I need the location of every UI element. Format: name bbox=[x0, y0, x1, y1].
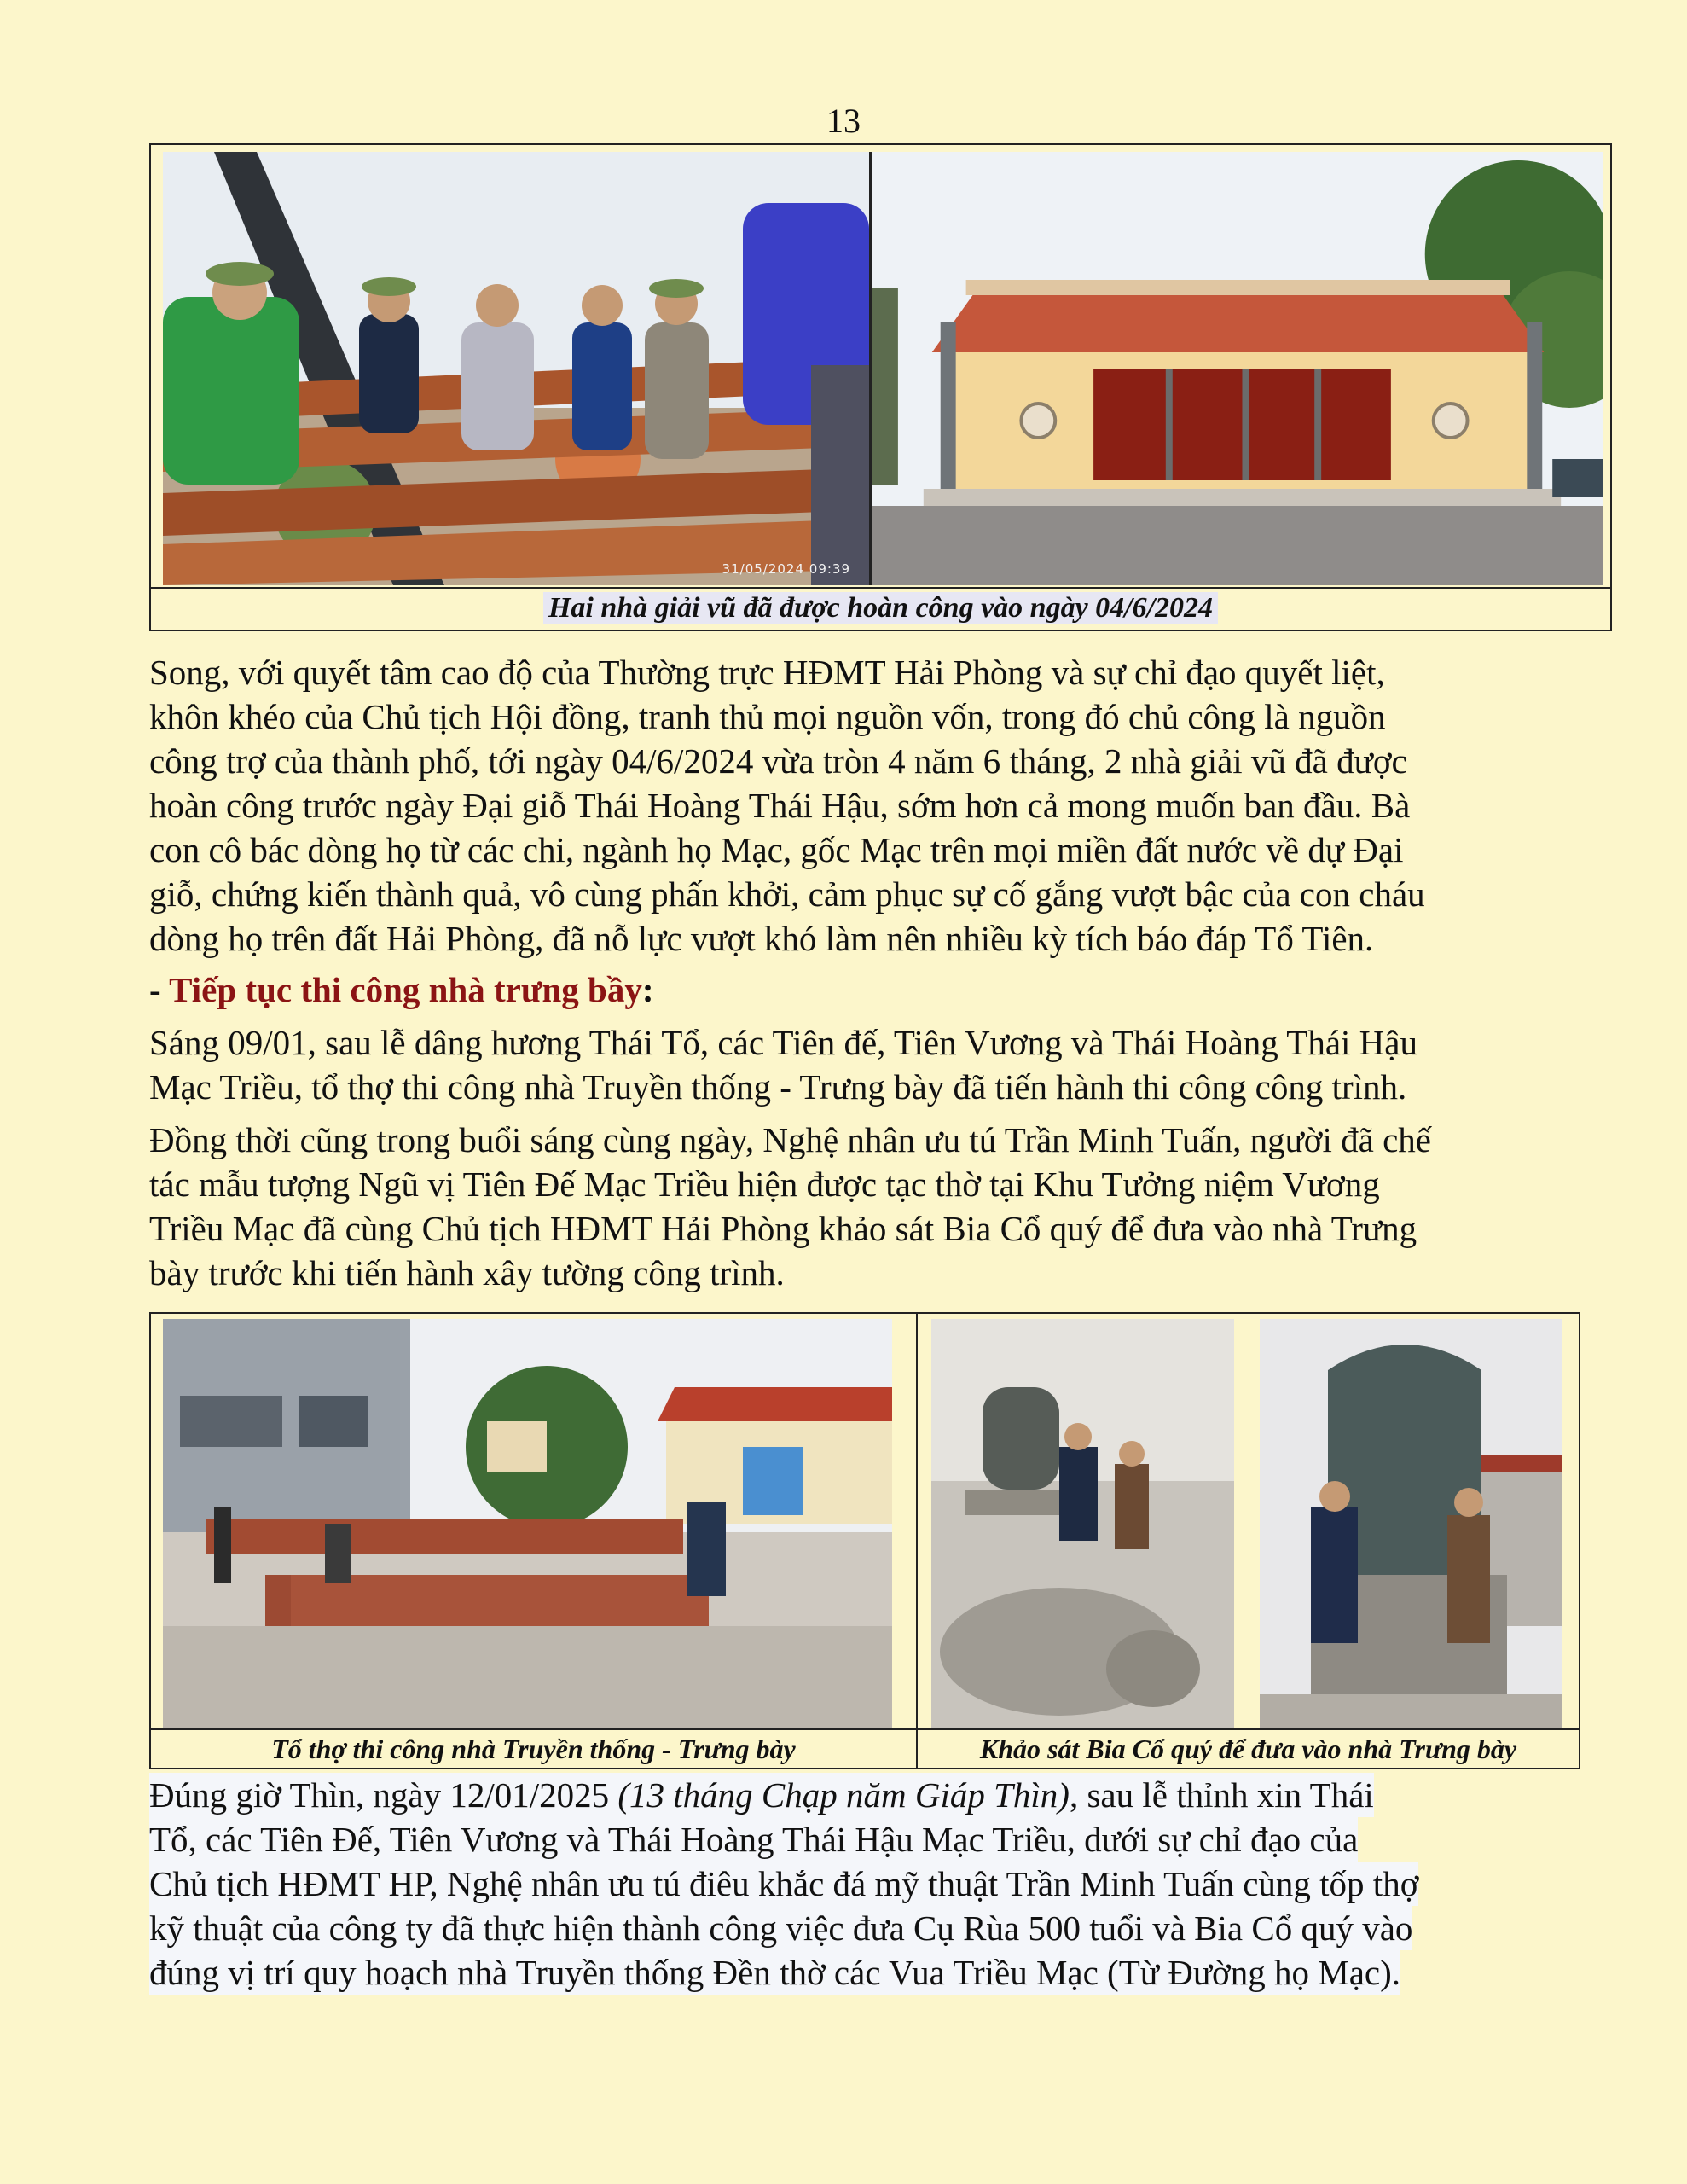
paragraph-line: giỗ, chứng kiến thành quả, vô cùng phấn khởi, cảm phục sự cố gắng vượt bậc của con cháu bbox=[149, 874, 1425, 914]
photo-turtle-stele bbox=[931, 1319, 1234, 1728]
paragraph-line: Chủ tịch HĐMT HP, Nghệ nhân ưu tú điêu khắc đá mỹ thuật Trần Minh Tuấn cùng tốp thợ bbox=[149, 1862, 1418, 1906]
paragraph-line: Triều Mạc đã cùng Chủ tịch HĐMT Hải Phòng khảo sát Bia Cổ quý để đưa vào nhà Trưng bbox=[149, 1209, 1417, 1248]
paragraph-line: Mạc Triều, tổ thợ thi công nhà Truyền thống - Trưng bày đã tiến hành thi công công trình. bbox=[149, 1067, 1407, 1107]
heading-prefix: - bbox=[149, 970, 170, 1009]
paragraph-line-part: , sau lễ thỉnh xin Thái bbox=[1069, 1775, 1374, 1815]
paragraph-2 bbox=[149, 1020, 1585, 1109]
paragraph-line-part: Đúng giờ Thìn, ngày 12/01/2025 bbox=[149, 1775, 618, 1815]
photo-timestamp: 31/05/2024 09:39 bbox=[722, 561, 850, 577]
paragraph-line: Sáng 09/01, sau lễ dâng hương Thái Tổ, các Tiên đế, Tiên Vương và Thái Hoàng Thái Hậu bbox=[149, 1023, 1417, 1062]
paragraph-line: tác mẫu tượng Ngũ vị Tiên Đế Mạc Triều hiện được tạc thờ tại Khu Tưởng niệm Vương bbox=[149, 1165, 1380, 1204]
bottom-caption-right: Khảo sát Bia Cổ quý để đưa vào nhà Trưng bày bbox=[979, 1734, 1517, 1764]
caption-divider bbox=[916, 1314, 918, 1768]
page-number: 13 bbox=[826, 102, 861, 140]
paragraph-line: khôn khéo của Chủ tịch Hội đồng, tranh thủ mọi nguồn vốn, trong đó chủ công là nguồn bbox=[149, 697, 1386, 736]
top-figure-caption bbox=[151, 587, 1610, 630]
paragraph-1 bbox=[149, 650, 1585, 961]
paragraph-line: bày trước khi tiến hành xây tường công trình. bbox=[149, 1253, 785, 1292]
paragraph-line: Song, với quyết tâm cao độ của Thường trực HĐMT Hải Phòng và sự chỉ đạo quyết liệt, bbox=[149, 653, 1385, 692]
photo-temple-hall bbox=[872, 152, 1603, 585]
heading-suffix: : bbox=[641, 970, 654, 1009]
photo-stele-inspection bbox=[1260, 1319, 1562, 1728]
paragraph-4 bbox=[149, 1773, 1585, 1995]
heading-title: Tiếp tục thi công nhà trưng bầy bbox=[169, 970, 642, 1009]
bottom-caption-left: Tổ thợ thi công nhà Truyền thống - Trưng bày bbox=[271, 1734, 796, 1764]
paragraph-line: hoàn công trước ngày Đại giỗ Thái Hoàng Thái Hậu, sớm hơn cả mong muốn ban đầu. Bà bbox=[149, 786, 1411, 825]
top-figure bbox=[149, 143, 1612, 631]
paragraph-line: dòng họ trên đất Hải Phòng, đã nỗ lực vượt khó làm nên nhiều kỳ tích báo đáp Tổ Tiên. bbox=[149, 919, 1374, 958]
section-heading bbox=[149, 969, 654, 1010]
bottom-figure bbox=[149, 1312, 1580, 1769]
paragraph-line: công trợ của thành phố, tới ngày 04/6/2024 vừa tròn 4 năm 6 tháng, 2 nhà giải vũ đã được bbox=[149, 741, 1407, 781]
photo-construction-site bbox=[163, 1319, 892, 1728]
paragraph-3 bbox=[149, 1118, 1585, 1295]
top-figure-caption-text: Hai nhà giải vũ đã được hoàn công vào ngày 04/6/2024 bbox=[543, 592, 1218, 624]
paragraph-line: con cô bác dòng họ từ các chi, ngành họ Mạc, gốc Mạc trên mọi miền đất nước về dự Đại bbox=[149, 830, 1404, 869]
paragraph-line: Đồng thời cũng trong buổi sáng cùng ngày, Nghệ nhân ưu tú Trần Minh Tuấn, người đã chế bbox=[149, 1120, 1431, 1159]
lunar-date: (13 tháng Chạp năm Giáp Thìn) bbox=[617, 1775, 1070, 1815]
paragraph-line: kỹ thuật của công ty đã thực hiện thành công việc đưa Cụ Rùa 500 tuổi và Bia Cổ quý vào bbox=[149, 1906, 1412, 1950]
paragraph-line: đúng vị trí quy hoạch nhà Truyền thống Đền thờ các Vua Triều Mạc (Từ Đường họ Mạc). bbox=[149, 1950, 1400, 1995]
photo-workers-beams bbox=[163, 152, 869, 585]
paragraph-line: Tổ, các Tiên Đế, Tiên Vương và Thái Hoàng Thái Hậu Mạc Triều, dưới sự chỉ đạo của bbox=[149, 1817, 1358, 1862]
paragraph-line bbox=[149, 1773, 1374, 1817]
